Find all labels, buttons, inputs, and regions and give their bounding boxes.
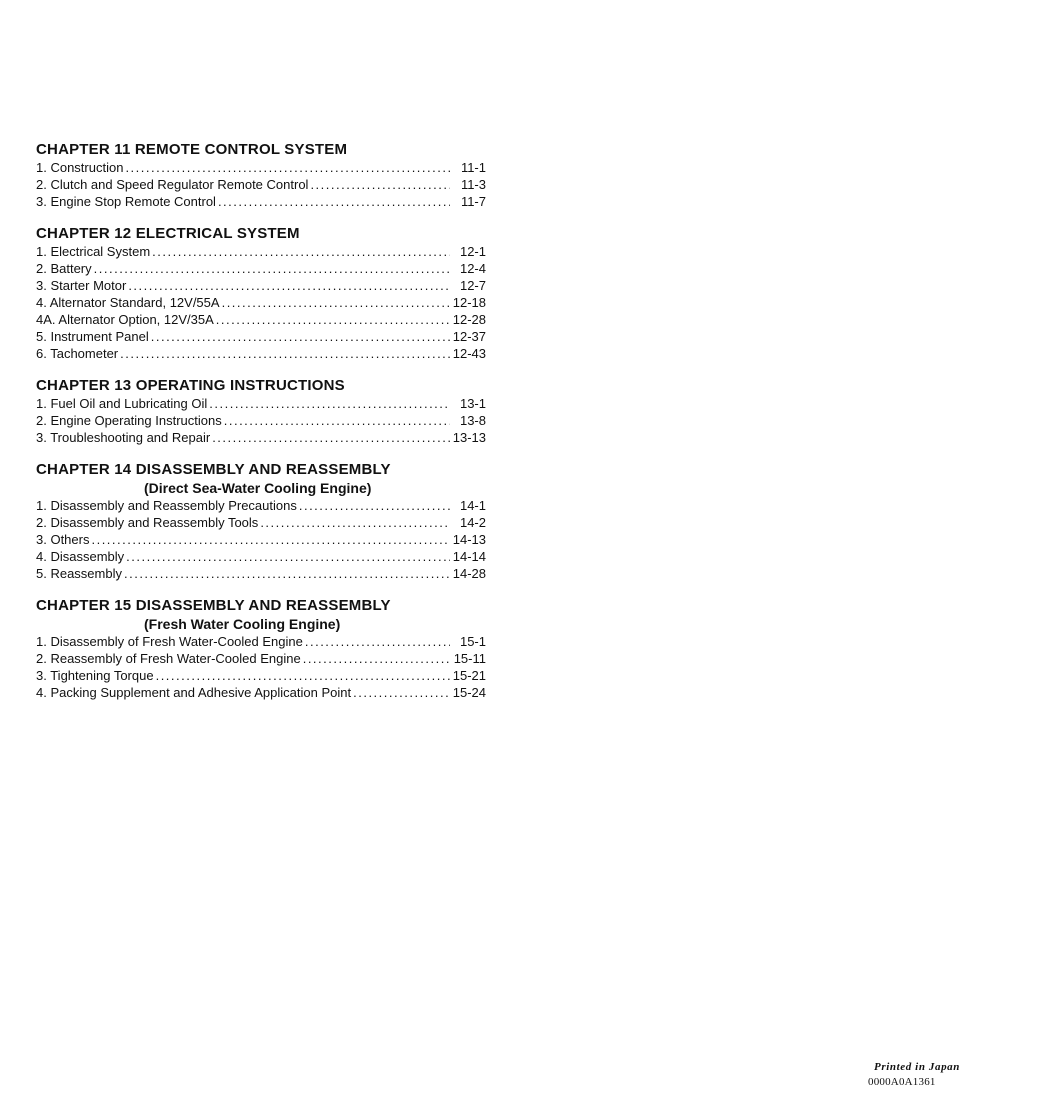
toc-entry-page: 12-7 <box>459 278 486 293</box>
toc-entry-page: 15-21 <box>452 668 486 683</box>
toc-entry-page: 12-18 <box>452 295 486 310</box>
toc-entry-page: 11-3 <box>460 177 486 192</box>
dot-leader <box>301 650 450 667</box>
chapter-section <box>36 224 486 362</box>
dot-leader <box>297 497 450 514</box>
dot-leader <box>220 294 450 311</box>
toc-entry-page: 14-2 <box>459 515 486 530</box>
chapter-title: CHAPTER 12 ELECTRICAL SYSTEM <box>36 225 300 242</box>
toc-entry-label: 5. Reassembly <box>36 566 122 581</box>
toc-entry-page: 11-1 <box>460 160 486 175</box>
dot-leader <box>207 395 450 412</box>
toc-entry-label: 1. Electrical System <box>36 244 151 259</box>
toc-entry-label: 1. Disassembly and Reassembly Precautions <box>36 498 297 513</box>
toc-entry-label: 1. Fuel Oil and Lubricating Oil <box>36 396 208 411</box>
toc-entry <box>36 193 486 210</box>
toc-entry-label: 2. Disassembly and Reassembly Tools <box>36 515 259 530</box>
toc-entry-page: 15-11 <box>453 651 486 666</box>
toc-entry <box>36 345 486 362</box>
dot-leader <box>303 633 450 650</box>
toc-entry <box>36 514 486 531</box>
toc-entry <box>36 684 486 701</box>
dot-leader <box>210 429 450 446</box>
toc-entry <box>36 650 486 667</box>
dot-leader <box>89 531 450 548</box>
toc-entry-page: 12-4 <box>459 261 486 276</box>
chapter-title: CHAPTER 11 REMOTE CONTROL SYSTEM <box>36 141 348 158</box>
toc-entry-label: 2. Reassembly of Fresh Water-Cooled Engine <box>36 651 301 666</box>
toc-entry-label: 5. Instrument Panel <box>36 329 149 344</box>
toc-entry <box>36 497 486 514</box>
toc-entry <box>36 243 486 260</box>
dot-leader <box>122 565 450 582</box>
dot-leader <box>124 548 450 565</box>
toc-entry <box>36 548 486 565</box>
dot-leader <box>222 412 450 429</box>
dot-leader <box>351 684 450 701</box>
toc-entry-label: 4. Alternator Standard, 12V/55A <box>36 295 220 310</box>
dot-leader <box>216 193 450 210</box>
toc-entry-page: 14-14 <box>452 549 486 564</box>
toc-entry-label: 6. Tachometer <box>36 346 119 361</box>
dot-leader <box>308 176 450 193</box>
toc-entry <box>36 260 486 277</box>
chapter-section <box>36 596 486 701</box>
dot-leader <box>149 328 450 345</box>
toc-entry-page: 12-28 <box>452 312 486 327</box>
toc-entry <box>36 176 486 193</box>
toc-entry-label: 3. Starter Motor <box>36 278 127 293</box>
toc-entry-label: 3. Troubleshooting and Repair <box>36 430 211 445</box>
dot-leader <box>126 277 450 294</box>
publication-code: 0000A0A1361 <box>868 1076 936 1088</box>
toc-entry-page: 13-13 <box>452 430 486 445</box>
chapter-section <box>36 140 486 210</box>
toc-entry-page: 12-37 <box>452 329 486 344</box>
dot-leader <box>118 345 450 362</box>
toc-entry-label: 4. Disassembly <box>36 549 125 564</box>
toc-entry-page: 13-8 <box>459 413 486 428</box>
toc-entry-page: 14-28 <box>452 566 486 581</box>
toc-entry-page: 15-24 <box>452 685 486 700</box>
toc-entry <box>36 531 486 548</box>
toc-entry-page: 14-1 <box>459 498 486 513</box>
chapter-subtitle: (Fresh Water Cooling Engine) <box>144 616 341 632</box>
print-info <box>868 1060 960 1090</box>
toc-entry <box>36 565 486 582</box>
toc-entry-label: 4. Packing Supplement and Adhesive Application Point <box>36 685 352 700</box>
chapter-section <box>36 460 486 582</box>
printed-in-label: Printed in Japan <box>874 1061 961 1073</box>
toc-entry-label: 1. Disassembly of Fresh Water-Cooled Engine <box>36 634 303 649</box>
toc-entry <box>36 395 486 412</box>
toc-entry <box>36 633 486 650</box>
chapter-subtitle: (Direct Sea-Water Cooling Engine) <box>144 480 372 496</box>
dot-leader <box>150 243 450 260</box>
toc-entry-label: 2. Battery <box>36 261 92 276</box>
toc-entry <box>36 412 486 429</box>
chapter-title: CHAPTER 14 DISASSEMBLY AND REASSEMBLY <box>36 461 391 478</box>
toc-entry-label: 3. Engine Stop Remote Control <box>36 194 216 209</box>
toc-entry <box>36 294 486 311</box>
dot-leader <box>258 514 450 531</box>
toc-entry-label: 3. Tightening Torque <box>36 668 154 683</box>
dot-leader <box>92 260 450 277</box>
toc-entry-page: 15-1 <box>459 634 486 649</box>
toc-entry-page: 11-7 <box>460 194 486 209</box>
dot-leader <box>214 311 450 328</box>
dot-leader <box>123 159 450 176</box>
toc-entry <box>36 429 486 446</box>
dot-leader <box>154 667 450 684</box>
toc-entry-label: 1. Construction <box>36 160 124 175</box>
toc-entry-label: 4A. Alternator Option, 12V/35A <box>36 312 214 327</box>
toc-entry-page: 12-1 <box>459 244 486 259</box>
toc-entry-label: 2. Clutch and Speed Regulator Remote Control <box>36 177 309 192</box>
toc-entry-page: 12-43 <box>452 346 486 361</box>
toc-entry-page: 13-1 <box>459 396 486 411</box>
toc-entry-label: 2. Engine Operating Instructions <box>36 413 222 428</box>
chapter-title: CHAPTER 13 OPERATING INSTRUCTIONS <box>36 377 345 394</box>
toc-entry <box>36 311 486 328</box>
toc-entry <box>36 328 486 345</box>
toc-entry-label: 3. Others <box>36 532 90 547</box>
toc-entry <box>36 159 486 176</box>
toc-entry <box>36 277 486 294</box>
chapter-title: CHAPTER 15 DISASSEMBLY AND REASSEMBLY <box>36 597 391 614</box>
table-of-contents <box>36 140 486 715</box>
chapter-section <box>36 376 486 446</box>
toc-entry-page: 14-13 <box>452 532 486 547</box>
toc-entry <box>36 667 486 684</box>
